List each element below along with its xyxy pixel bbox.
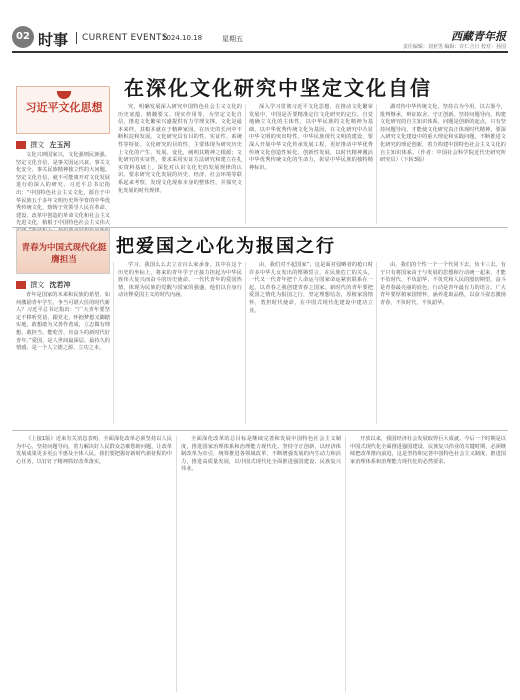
article2-paragraph: 由，我们对不起国家”，这是面对侵略者的枪口时许多中华儿女发出的铿锵誓言。在民族危亡的关头，一代又一代青年把个人命运与国家命运紧密联系在一起，以青春之我创建青春之国家。新时代的青年要把爱国之情化为报国之行，坚定理想信念，厚植家国情怀，勇担时代使命，在中国式现代化建设中建功立业。 [249, 262, 373, 314]
issue-weekday: 星期五 [222, 35, 243, 43]
column-divider [113, 262, 114, 424]
article2-column-4 [380, 262, 506, 424]
section-title-en: CURRENT EVENTS [82, 33, 168, 43]
byline-author: 沈若冲 [49, 281, 71, 289]
youth-theme-graphic [16, 230, 110, 274]
column-divider [245, 104, 246, 224]
byline-label: 撰文 [30, 141, 45, 149]
article1-column-1 [16, 152, 110, 227]
article2-column-3 [249, 262, 373, 424]
masthead-rule [12, 51, 508, 53]
byline-label: 撰文 [30, 281, 45, 289]
continuation-paragraph: 全面深化改革的总目标是继续完善和发展中国特色社会主义制度，推进国家治理体系和治理能力现代化。坚持守正创新，以经济体制改革为牵引，统筹推进各领域改革，不断增强发展的内生动力和活力，推进高质量发展，以中国式现代化全面推进强国建设、民族复兴伟业。 [181, 436, 341, 473]
masthead [0, 0, 520, 58]
article2-paragraph: 学习、我国么么去立音百么家承身，其中在这个历史的坐标上，将来的青年学子正接力担起为中华民族伟大复兴而奋斗的历史使命。一代代青年的爱国热情，体现为民族的觉醒与国家的强盛，他们以自身行动诠释爱国主义的时代内涵。 [118, 262, 242, 299]
newspaper-brand: 西藏青年报 [451, 30, 506, 43]
emblem-icon [57, 91, 71, 99]
continuation-paragraph: 《上接1版》近来有关消息表明，全面深化改革必须坚持以人民为中心，坚持问题导向，着力解决好人民群众急难愁盼问题，让改革发展成果更多更公平惠及全体人民。我们要把握好新时代新征程的中心任务，以钉钉子精神抓好改革落实。 [16, 436, 172, 465]
article2-column-1 [16, 292, 110, 424]
article1-paragraph: 究，明确发展深入研究中国特色社会主义文化的历史底蕴、精髓要义、现实作用等，为坚定文化自信、推进文化繁荣兴盛提供有力学理支撑。文化是最本来样，其根本就在于精神家园，在历史的长河中不断积淀和发展。文化研究具有目的性、实证性、系统性等特征。文化研究的目的性，主要体现为研究历史上文化的产生、发展、变化，阐明其精神之根源；文化研究的实证性，要求采用实证方法研究和建立在扎实资料基础上，深化对认识文化史的发展规律的认识。要求研究文化发展的历史、经济、社会环境等联系起来考察，发现文化现象本身的整体性，并探究文化发展的时代规律。 [118, 104, 242, 194]
column-divider [376, 104, 377, 224]
xi-thought-logo [16, 86, 110, 134]
continuation-column-right [350, 436, 506, 692]
logo-text: 习近平文化思想 [25, 101, 103, 114]
article1-column-4 [380, 104, 506, 224]
byline-tag-icon [16, 141, 26, 149]
continuation-column-middle [181, 436, 341, 692]
section-divider [12, 227, 508, 228]
article2-byline [16, 280, 70, 290]
article1-headline: 在深化文化研究中坚定文化自信 [124, 76, 432, 100]
article1-paragraph: 湖对待中华传统文化，坚持古为今用、以古鉴今，批判继承，辩证取舍，守正创新。坚持问题导向，构建文化研究的自主知识体系，问题是创新的起点，只有坚持问题导向，才能使文化研究真正体现时代精神。要深入研究文化建设中的重大理论和实践问题，不断推进文化研究的理论创新，着力构建中国特色社会主义文化的自主知识体系。（作者：中国社会科学院近代史研究所研究员）（下转3版） [380, 104, 506, 164]
article2-column-2 [118, 262, 242, 424]
section-title-cn: 时事 [38, 31, 69, 49]
column-divider [376, 262, 377, 424]
article1-paragraph: 深入学习贯彻习近平文化思想，在推动文化繁荣发展中，中国是否要精准定位文化研究的定位，自觉地确立文化的主体性，以中华民族的文化精神为基础，以中华优秀传统文化为基因，在文化研究中凸显中华文明的突出特性，中华民族现代文明的建设，要深入开展中华文化传承发展工程，更好推动中华优秀传统文化创造性转化、创新性发展，以时代精神激活中华优秀传统文化的生命力，彰显中华民族的独特精神标识。 [249, 104, 373, 171]
section-divider [12, 430, 508, 431]
article2-paragraph: 由，我们的个性一个一个代同下去，负卡三去。有于只有将国家由于与发展的思想和行动统一起来，才能不负时代、不负韶华、不负党和人民的殷切期望。奋斗是青春最亮丽的底色，行动是青年最有力的语言。广大青年要厚植家国情怀，涵养进取品格，以奋斗姿态激扬青春，不负时代，不负韶华。 [380, 262, 506, 306]
article2-paragraph: 青年是国家的未来和民族的希望。如何激励青年学生，争当可堪大任的时代新人？习近平总书记指出：“广大青年要坚定不移听党话、跟党走，怀抱梦想又脚踏实地，敢想敢为又善作善成，立志做有理想、敢担当、能吃苦、肯奋斗的新时代好青年。”爱国，是人世间最深层、最持久的情感，是一个人立德之源、立功之本。 [16, 292, 110, 352]
article1-byline [16, 140, 70, 150]
column-divider [176, 436, 177, 692]
page-number-badge: 02 [12, 26, 34, 48]
issue-date: 2024.10.18 [162, 34, 203, 42]
article1-column-3 [249, 104, 373, 224]
editor-credits: 责任编辑：刘亚男 编辑：许仁合日 校对：孙国 [402, 44, 506, 50]
section-separator [76, 32, 77, 44]
continuation-paragraph: 开放以来，我国经济社会发展取得巨大成就。今后一个时期是以中国式现代化全面推进强国建设、民族复兴伟业的关键时期，必须继续把改革推向前进，这是坚持和完善中国特色社会主义制度、推进国家治理体系和治理能力现代化的必然要求。 [350, 436, 506, 465]
continuation-column-left [16, 436, 172, 692]
column-divider [345, 436, 346, 692]
byline-tag-icon [16, 281, 26, 289]
graphic-text: 青春为中国式现代化挺膺担当 [21, 243, 107, 265]
article2-headline: 把爱国之心化为报国之行 [116, 236, 336, 257]
article1-column-2 [118, 104, 242, 224]
article1-paragraph: 文化兴则国家兴，文化强则民族强。坚定文化自信，是事关国运兴衰、事关文化安全、事关民族精神独立性的大问题。坚定文化自信，就不可能离开对文化发展进行的深入的研究，习近平总书记指出：“中国特色社会主义文化，源自于中华民族五千多年文明历史所孕育的中华优秀传统文化，熔铸于党领导人民在革命、建设、改革中创造的革命文化和社会主义先进文化，植根于中国特色社会主义伟大 [16, 152, 110, 227]
byline-author: 左玉河 [49, 141, 71, 149]
column-divider [245, 262, 246, 424]
